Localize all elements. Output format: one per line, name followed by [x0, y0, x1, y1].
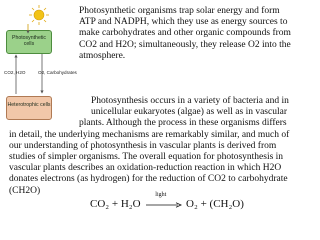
photosynthetic-cells-label: Photosynthetic cells: [11, 35, 47, 47]
body-line: vascular plants describes an oxidation-reduction reaction in which H2O: [9, 163, 282, 174]
equation-reactants: CO₂ + H₂O: [90, 198, 141, 210]
outputs-label: O2, Carbohydrates: [38, 70, 77, 75]
light-label: light: [155, 192, 167, 199]
body-line: in detail, the underlying mechanisms are remarkably similar, and much of: [9, 129, 290, 140]
inputs-label: CO2, H2O: [4, 70, 26, 75]
equation-products: O₂ + (CH₂O): [186, 198, 244, 210]
photosynthesis-equation: [90, 192, 244, 210]
body-line: plants. Although the process in these organisms differs: [79, 118, 287, 129]
body-line: unicellular eukaryotes (algae) as well as in vascular: [91, 107, 287, 118]
heterotrophic-cells-box: [6, 96, 52, 120]
body-line: Photosynthesis occurs in a variety of bacteria and in: [91, 96, 289, 106]
body-line: (CH2O): [9, 185, 41, 196]
reaction-arrow: [143, 192, 183, 210]
arrow-icon: [143, 202, 183, 208]
body-line: donates electrons (as hydrogen) for the reduction of CO2 to carbohydrate: [9, 174, 288, 185]
body-line: our understanding of photosynthesis in vascular plants is derived from: [9, 140, 277, 151]
intro-paragraph: Photosynthetic organisms trap solar energy and form ATP and NADPH, which they use as energy sources to make carbohydrates and other organic compounds from CO2 and H2O; simultaneously, they release O2 into the atmosphere.: [79, 6, 291, 61]
body-line: studies of simpler organisms. The overall equation for photosynthesis in: [9, 152, 284, 163]
heterotrophic-cells-label: Heterotrophic cells: [7, 102, 51, 108]
